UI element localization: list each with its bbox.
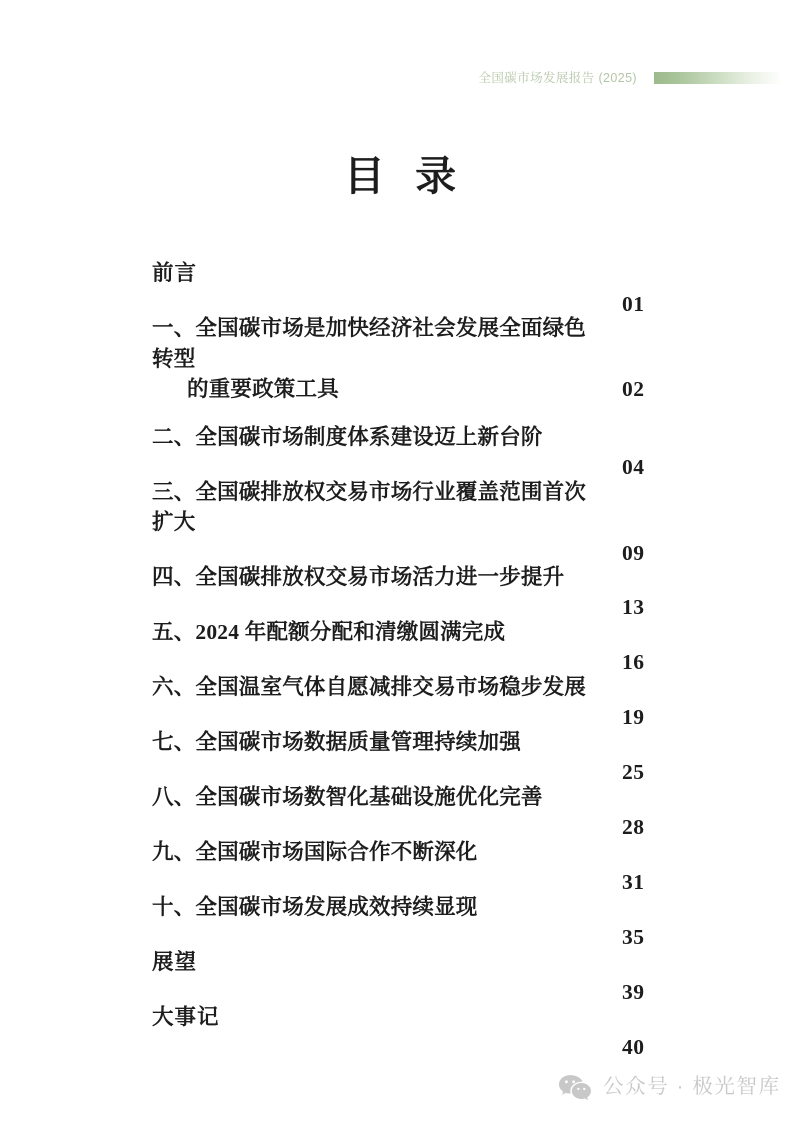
toc-entry-label: 三、全国碳排放权交易市场行业覆盖范围首次扩大: [152, 479, 587, 535]
toc-entry-label: 二、全国碳市场制度体系建设迈上新台阶: [152, 424, 543, 449]
toc-entry-page-number: 01: [622, 291, 645, 316]
header-gradient-rule: [654, 72, 782, 84]
toc-entry[interactable]: [152, 562, 672, 620]
toc-entry-label: 九、全国碳市场国际合作不断深化: [152, 839, 478, 864]
toc-entry[interactable]: [152, 727, 672, 785]
toc-entry-page-number: 16: [622, 650, 645, 675]
toc-entry-page-number: 13: [622, 595, 645, 620]
toc-entry[interactable]: [152, 1002, 672, 1060]
toc-entry[interactable]: [152, 617, 672, 675]
toc-entry-page-number: 19: [622, 705, 645, 730]
toc-entry-page-number: 09: [622, 540, 645, 565]
toc-entry[interactable]: [152, 892, 672, 950]
toc-entry-label: 七、全国碳市场数据质量管理持续加强: [152, 729, 521, 754]
running-title: 全国碳市场发展报告 (2025): [478, 70, 637, 85]
toc-entry[interactable]: [152, 422, 672, 480]
toc-entry-label-continued: 的重要政策工具: [187, 377, 339, 402]
toc-entry-page-number: 25: [622, 760, 645, 785]
toc-entry-page-number: 31: [622, 870, 645, 895]
toc-entry[interactable]: [152, 837, 672, 895]
toc-entry[interactable]: [152, 258, 672, 316]
footer-label: 公众号 · 极光智库: [603, 1075, 781, 1099]
toc-entry[interactable]: [152, 947, 672, 1005]
toc-entry-label: 五、2024 年配额分配和清缴圆满完成: [152, 619, 506, 644]
toc-entry-page-number: 35: [622, 925, 645, 950]
toc-entry[interactable]: [152, 672, 672, 730]
toc-entry-page-number: 02: [622, 377, 645, 402]
page-header: [0, 63, 800, 93]
toc-entry-page-number: 40: [622, 1035, 645, 1060]
page-title: 目 录: [343, 153, 467, 199]
toc-entry[interactable]: [152, 782, 672, 840]
toc-entry-label: 一、全国碳市场是加快经济社会发展全面绿色转型 的重要政策工具: [152, 313, 604, 405]
toc-entry-label: 展望: [152, 949, 198, 974]
toc-entry-label: 六、全国温室气体自愿减排交易市场稳步发展: [152, 674, 587, 699]
toc-entry-label: 大事记: [152, 1004, 220, 1029]
toc-entry[interactable]: [152, 477, 672, 565]
wechat-icon: [558, 1074, 592, 1101]
toc-entry-label: 四、全国碳排放权交易市场活力进一步提升: [152, 564, 565, 589]
footer-watermark: [558, 1074, 781, 1101]
toc-entry[interactable]: [152, 313, 672, 405]
toc-entry-page-number: 28: [622, 815, 645, 840]
toc-entry-page-number: 04: [622, 455, 645, 480]
table-of-contents: [152, 258, 672, 1060]
toc-entry-page-number: 39: [622, 980, 645, 1005]
toc-entry-label: 十、全国碳市场发展成效持续显现: [152, 894, 478, 919]
toc-entry-label: 八、全国碳市场数智化基础设施优化完善: [152, 784, 543, 809]
toc-entry-label: 前言: [152, 261, 198, 285]
